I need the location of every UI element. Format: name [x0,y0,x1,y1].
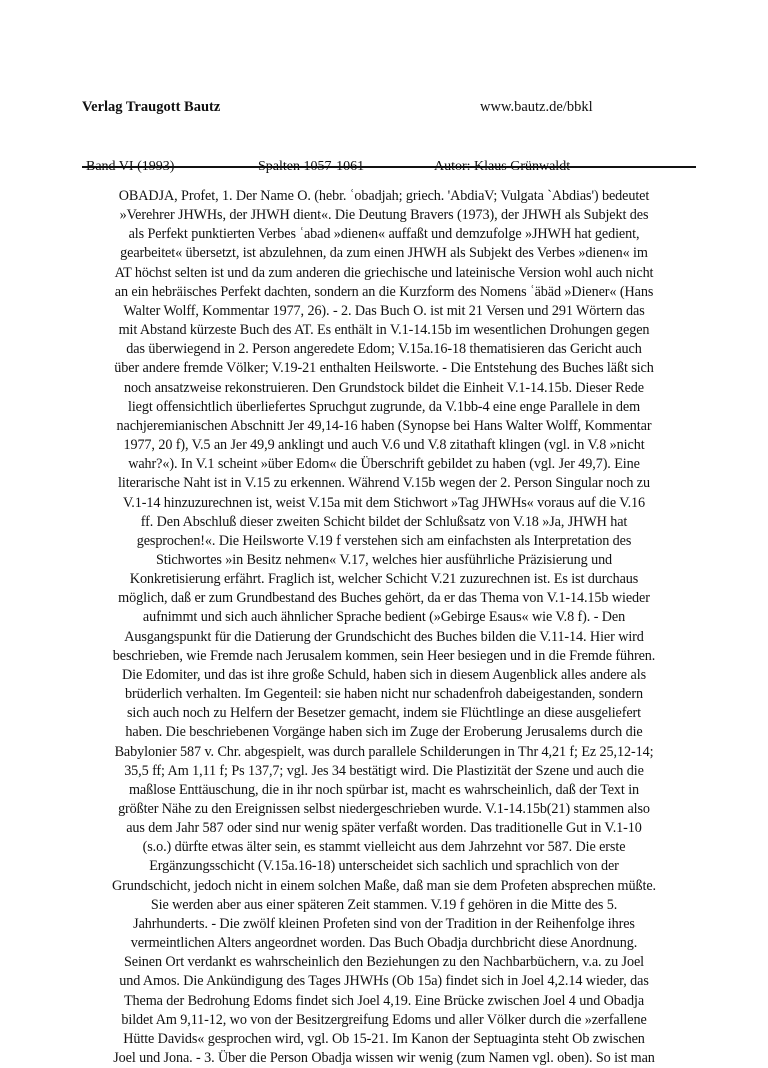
article-line: an ein hebräisches Perfekt dachten, sondern an die Kurzform des Nomens ʿäbäd »Diener« (Hans [114,283,654,300]
article-line: nachjeremianischen Abschnitt Jer 49,14-16 haben (Synopse bei Hans Walter Wolff, Kommentar [116,417,652,434]
article-line: Hütte Davids« gesprochen wird, vgl. Ob 15-21. Im Kanon der Septuaginta steht Ob zwischen [123,1030,645,1047]
header-rule [82,166,696,168]
article-line: Joel und Jona. - 3. Über die Person Obadja wissen wir wenig (zum Namen vgl. oben). So ist man [113,1050,655,1067]
meta-columns: Spalten 1057-1061 [258,159,365,174]
article-line: Ergänzungsschicht (V.15a.16-18) unterscheidet sich sachlich und sprachlich von der [149,858,619,875]
publisher-url[interactable]: www.bautz.de/bbkl [480,99,593,115]
article-line: Stichwortes »in Besitz nehmen« V.17, welches hier ausführliche Präzisierung und [155,551,613,568]
article-line: literarische Naht ist in V.15 zu erkennen. Während V.15b wegen der 2. Person Singular noch zu [118,475,650,492]
article-line: brüderlich verhalten. Im Gegenteil: sie haben nicht nur schadenfroh dabeigestanden, sondern [124,686,643,703]
article-line: vermeintlichen Alters angeordnet worden. Das Buch Obadja durchbricht diese Anordnung. [130,935,638,952]
article-line: Grundschicht, jedoch nicht in einem solchen Maße, daß man sie dem Profeten absprechen müßte. [112,877,656,894]
article-line: sich auch noch zu Helfern der Besetzer gemacht, indem sie Flüchtlinge an diese ausgeliefert [126,705,642,722]
article-line: Thema der Bedrohung Edoms findet sich Joel 4,19. Eine Brücke zwischen Joel 4 und Obadja [123,992,645,1009]
article-line: maßlose Enttäuschung, die in ihr noch spürbar ist, macht es wahrscheinlich, daß der Text in [128,781,640,798]
article-line: Walter Wolff, Kommentar 1977, 26). - 2. Das Buch O. ist mit 21 Versen und 291 Wörtern das [123,302,645,319]
article-line: als Perfekt punktierten Verbes ʿabad »dienen« auffaßt und demzufolge »JHWH hat gedient, [128,226,640,243]
article-line: »Verehrer JHWHs, der JHWH dient«. Die Deutung Bravers (1973), der JHWH als Subjekt des [119,207,649,224]
article-line: OBADJA, Profet, 1. Der Name O. (hebr. ʿobadjah; griech. 'AbdiaV; Vulgata `Abdias') bedeutet [118,188,650,204]
article-line: noch ansatzweise rekonstruieren. Den Grundstock bildet die Einheit V.1-14.15b. Dieser Rede [123,379,644,396]
article-line: Ausgangspunkt für die Datierung der Grundschicht des Buches bilden die V.11-14. Hier wird [124,628,644,645]
article-line: bildet Am 9,11-12, wo von der Besitzergreifung Edoms und aller Völker durch die »zerfallene [121,1011,647,1028]
article-line: möglich, daß er zum Grundbestand des Buches gehört, da er das Thema von V.1-14.15b wieder [118,590,650,607]
article-line: aufnimmt und sich auch ähnlicher Sprache bedient (»Gebirge Esaus« wie V.8 f). - Den [142,609,626,626]
article-line: ff. Den Abschluß dieser zweiten Schicht bildet der Schlußsatz von V.18 »Ja, JHWH hat [140,513,628,530]
article-line: haben. Die beschriebenen Vorgänge haben sich im Zuge der Eroberung Jerusalems durch die [125,724,643,741]
article-line: über andere fremde Völker; V.19-21 enthalten Heilsworte. - Die Entstehung des Buches läßt sich [114,360,654,377]
article-line: das überwiegend in 2. Person angeredete Edom; V.15a.16-18 thematisieren das Gericht auch [126,341,642,358]
article-line: Sie werden aber aus einer späteren Zeit stammen. V.19 f gehören in die Mitte des 5. [150,896,618,913]
article-line: 35,5 ff; Am 1,11 f; Ps 137,7; vgl. Jes 34 bestätigt wird. Die Plastizität der Szene und auch die [124,762,644,779]
article-line: und Amos. Die Ankündigung des Tages JHWHs (Ob 15a) findet sich in Joel 4,2.14 wieder, das [119,973,649,990]
article-line: größter Nähe zu den Ereignissen selbst niedergeschrieben wurde. V.1-14.15b(21) stammen also [118,801,650,817]
article-line: Die Edomiter, und das ist ihre große Schuld, haben sich in diesem Augenblick alles andere als [122,666,646,683]
publisher-name: Verlag Traugott Bautz [82,99,221,115]
meta-band: Band VI (1993) [86,159,175,174]
article-line: V.1-14 hinzuzurechnen ist, weist V.15a mit dem Stichwort »Tag JHWHs« voraus auf die V.16 [122,494,646,511]
article-line: gearbeitet« übersetzt, ist abzulehnen, da zum einen JHWH als Subjekt des Verbes »dienen« im [120,245,648,262]
article-body [82,187,686,1068]
article-line: 1977, 20 f), V.5 an Jer 49,9 anklingt und auch V.6 und V.8 zitathaft klingen (vgl. in V.8 »nicht [123,437,645,454]
meta-author: Autor: Klaus Grünwaldt [434,159,571,174]
article-line: aus dem Jahr 587 oder sind nur wenig später verfaßt worden. Das traditionelle Gut in V.1-10 [126,820,642,837]
article-line: AT höchst selten ist und da zum anderen die griechische und lateinische Version wohl auch nicht [114,264,654,281]
article-line: (s.o.) dürfte etwas älter sein, es stammt vielleicht aus dem Jahrzehnt vor 587. Die erste [142,839,626,856]
article-line: mit Abstand kürzeste Buch des AT. Es enthält in V.1-14.15b im wesentlichen Drohungen gegen [118,322,650,339]
article-line: Konkretisierung erfährt. Fraglich ist, welcher Schicht V.21 zuzurechnen ist. Es ist durchaus [129,571,639,588]
article-line: Seinen Ort verdankt es wahrscheinlich den Beziehungen zu den Nachbarbüchern, v.a. zu Joel [123,954,645,971]
article-line: Babylonier 587 v. Chr. abgespielt, was durch parallele Schilderungen in Thr 4,21 f; Ez 25,12-14; [114,743,654,760]
article-line: Jahrhunderts. - Die zwölf kleinen Profeten sind von der Tradition in der Reihenfolge ihres [133,915,635,932]
article-line: beschrieben, wie Fremde nach Jerusalem kommen, sein Heer besiegen und in die Fremde führen. [112,647,656,664]
article-line: wahr?«). In V.1 scheint »über Edom« die Überschrift gebildet zu haben (vgl. Jer 49,7). Eine [128,456,640,473]
article-line: gesprochen!«. Die Heilsworte V.19 f verstehen sich am einfachsten als Interpretation des [136,532,632,549]
article-line: liegt offensichtlich überliefertes Spruchgut zugrunde, da V.1bb-4 eine enge Parallele in dem [127,398,641,415]
